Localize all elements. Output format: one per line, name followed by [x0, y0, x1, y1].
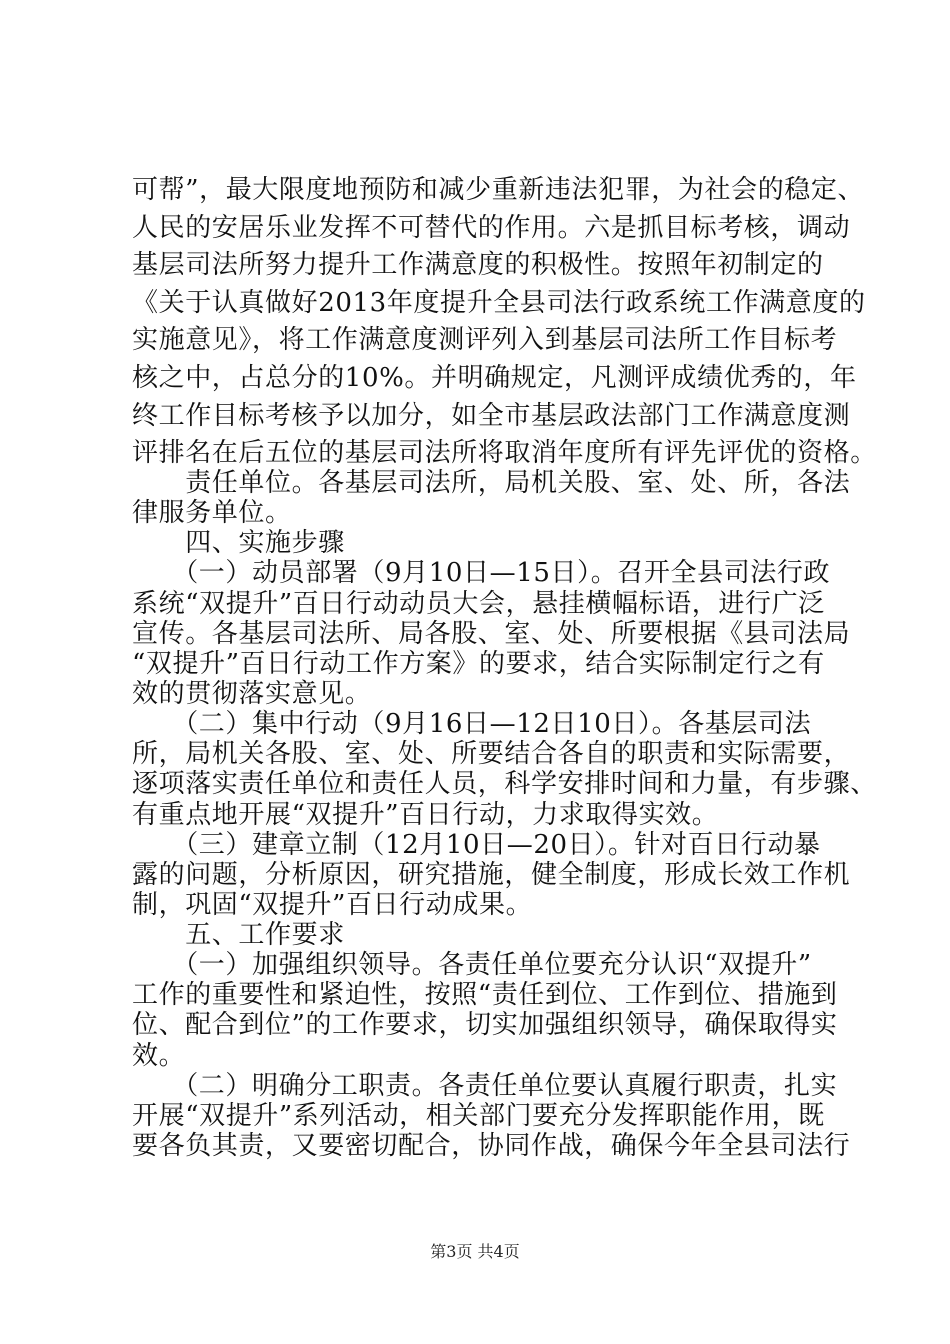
paragraph-line: 宣传。各基层司法所、局各股、室、处、所要根据《县司法局	[132, 619, 851, 649]
paragraph-line: 人民的安居乐业发挥不可替代的作用。六是抓目标考核，调动	[132, 213, 851, 243]
paragraph-line: 律服务单位。	[132, 498, 292, 528]
paragraph-line: 位、配合到位”的工作要求，切实加强组织领导，确保取得实	[132, 1010, 838, 1040]
paragraph-line: 终工作目标考核予以加分，如全市基层政法部门工作满意度测	[132, 401, 851, 431]
paragraph-line: 制，巩固“双提升”百日行动成果。	[132, 890, 533, 920]
paragraph-line: 实施意见》，将工作满意度测评列入到基层司法所工作目标考	[132, 325, 838, 355]
paragraph-line: 效。	[132, 1041, 186, 1071]
paragraph-line: 工作的重要性和紧迫性，按照“责任到位、工作到位、措施到	[132, 980, 838, 1010]
section-heading: 五、工作要求	[132, 920, 345, 950]
section-heading: 四、实施步骤	[132, 528, 345, 558]
paragraph-line: 系统“双提升”百日行动动员大会，悬挂横幅标语，进行广泛	[132, 589, 825, 619]
paragraph-line: 核之中，占总分的10%。并明确规定，凡测评成绩优秀的，年	[132, 363, 857, 393]
paragraph-line: 基层司法所努力提升工作满意度的积极性。按照年初制定的	[132, 250, 824, 280]
paragraph-line: 效的贯彻落实意见。	[132, 679, 372, 709]
paragraph-line: 要各负其责，又要密切配合，协同作战，确保今年全县司法行	[132, 1131, 851, 1161]
paragraph-line: 责任单位。各基层司法所，局机关股、室、处、所，各法	[132, 468, 851, 498]
paragraph-line: 有重点地开展“双提升”百日行动，力求取得实效。	[132, 800, 719, 830]
paragraph-line: （一）加强组织领导。各责任单位要充分认识“双提升”	[132, 950, 812, 980]
paragraph-line: （二）明确分工职责。各责任单位要认真履行职责，扎实	[132, 1071, 838, 1101]
paragraph-line: （二）集中行动（9月16日—12日10日）。各基层司法	[132, 709, 812, 739]
paragraph-line: 开展“双提升”系列活动，相关部门要充分发挥职能作用，既	[132, 1101, 825, 1131]
paragraph-line: 露的问题，分析原因，研究措施，健全制度，形成长效工作机	[132, 860, 851, 890]
paragraph-line: 逐项落实责任单位和责任人员，科学安排时间和力量，有步骤、	[132, 769, 877, 799]
paragraph-line: 可帮”，最大限度地预防和减少重新违法犯罪，为社会的稳定、	[132, 175, 865, 205]
paragraph-line: 《关于认真做好2013年度提升全县司法行政系统工作满意度的	[132, 288, 866, 318]
paragraph-line: 评排名在后五位的基层司法所将取消年度所有评先评优的资格。	[132, 438, 877, 468]
paragraph-line: （三）建章立制（12月10日—20日）。针对百日行动暴	[132, 830, 821, 860]
page-number-footer: 第3页 共4页	[430, 1242, 520, 1261]
paragraph-line: “双提升”百日行动工作方案》的要求，结合实际制定行之有	[132, 649, 825, 679]
paragraph-line: （一）动员部署（9月10日—15日）。召开全县司法行政	[132, 558, 831, 588]
paragraph-line: 所，局机关各股、室、处、所要结合各自的职责和实际需要，	[132, 739, 851, 769]
